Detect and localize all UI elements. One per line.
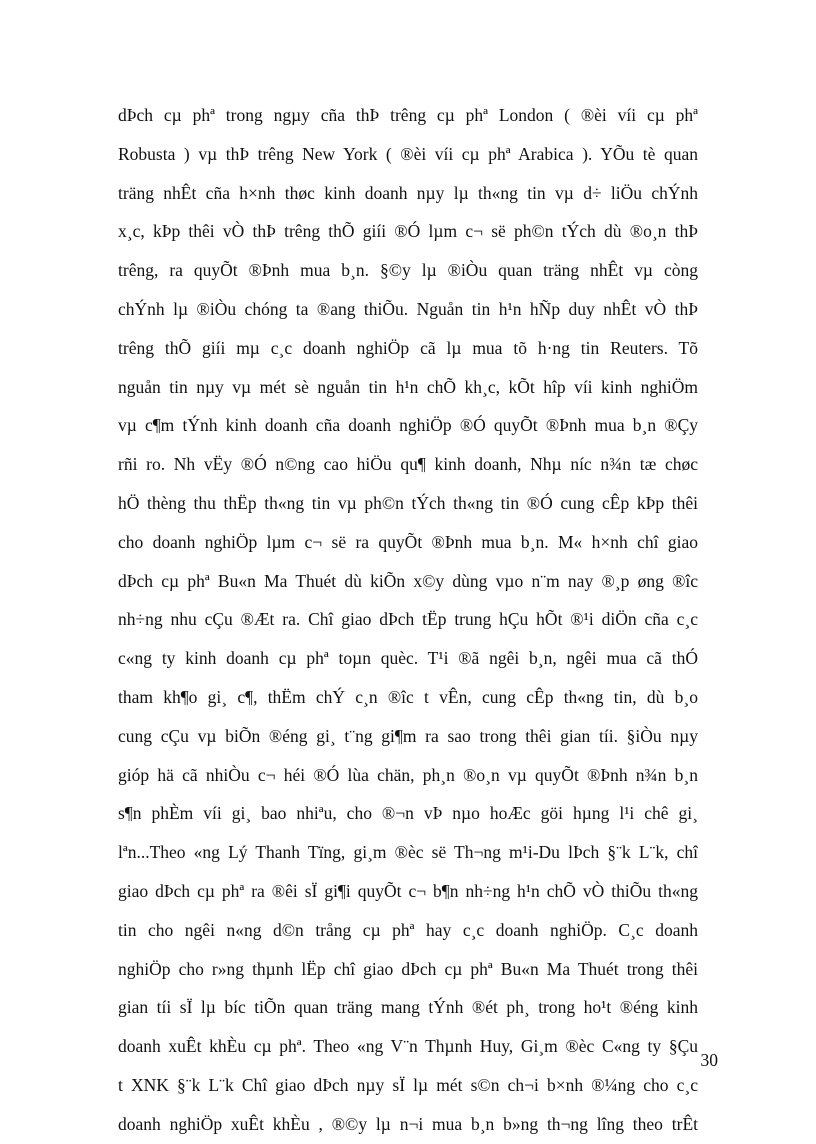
page-number: 30 (700, 1050, 718, 1070)
text-line: rñi ro. Nh vËy ®Ó n©ng cao hiÖu qu¶ kinh doanh, Nhµ níc n¾n tæ chøc (118, 454, 698, 475)
text-line: giao dÞch cµ phª ra ®êi sÏ gi¶i quyÕt c¬ b¶n nh÷ng h¹n chÕ vÒ thiÕu th«ng (118, 880, 698, 901)
text-line: nguån tin nµy vµ mét sè nguån tin h¹n chÕ kh¸c, kÕt hîp víi kinh nghiÖm (118, 376, 698, 397)
text-line: s¶n phÈm víi gi¸ bao nhiªu, cho ®¬n vÞ nµo hoÆc göi hµng l¹i chê gi¸ (118, 803, 698, 824)
text-line: träng nhÊt cña h×nh thøc kinh doanh nµy lµ th«ng tin vµ d÷ liÖu chÝnh (118, 182, 698, 203)
text-line: tin cho ngêi n«ng d©n trång cµ phª hay c¸c doanh nghiÖp. C¸c doanh (118, 919, 698, 940)
text-line: dÞch cµ phª Bu«n Ma Thuét dù kiÕn x©y dùng vµo n¨m nay ®¸p øng ®îc (118, 570, 698, 591)
text-line: doanh xuÊt khÈu cµ phª. Theo «ng V¨n Thµnh Huy, Gi¸m ®èc C«ng ty §Çu (118, 1036, 698, 1057)
text-line: t XNK §¨k L¨k Chî giao dÞch nµy sÏ lµ mét s©n ch¬i b×nh ®¼ng cho c¸c (118, 1074, 698, 1095)
text-line: doanh nghiÖp xuÊt khÈu , ®©y lµ n¬i mua b¸n b»ng th¬ng lîng theo trÊt (118, 1113, 698, 1134)
text-line: hÖ thèng thu thËp th«ng tin vµ ph©n tÝch th«ng tin ®Ó cung cÊp kÞp thêi (118, 492, 698, 513)
text-line: Robusta ) vµ thÞ trêng New York ( ®èi víi cµ phª Arabica ). YÕu tè quan (118, 143, 698, 164)
text-line: dÞch cµ phª trong ngµy cña thÞ trêng cµ phª London ( ®èi víi cµ phª (118, 105, 698, 125)
text-line: gióp hä cã nhiÒu c¬ héi ®Ó lùa chän, ph¸n ®o¸n vµ quyÕt ®Þnh n¾n b¸n (118, 764, 698, 785)
text-line: nghiÖp cho r»ng thµnh lËp chî giao dÞch cµ phª Bu«n Ma Thuét trong thêi (118, 958, 698, 979)
text-line: chÝnh lµ ®iÒu chóng ta ®ang thiÕu. Nguån tin h¹n hÑp duy nhÊt vÒ thÞ (118, 298, 698, 319)
text-line: tham kh¶o gi¸ c¶, thËm chÝ c¸n ®îc t vÊn, cung cÊp th«ng tin, dù b¸o (118, 686, 698, 707)
body-paragraph (118, 96, 698, 1144)
text-line: nh÷ng nhu cÇu ®Æt ra. Chî giao dÞch tËp trung hÇu hÕt ®¹i diÖn cña c¸c (118, 609, 698, 630)
text-line: c«ng ty kinh doanh cµ phª toµn quèc. T¹i ®ã ngêi b¸n, ngêi mua cã thÓ (118, 648, 698, 669)
text-line: cho doanh nghiÖp lµm c¬ së ra quyÕt ®Þnh mua b¸n. M« h×nh chî giao (118, 531, 698, 552)
text-line: trêng, ra quyÕt ®Þnh mua b¸n. §©y lµ ®iÒu quan träng nhÊt vµ còng (118, 260, 698, 281)
text-line: trêng thÕ giíi mµ c¸c doanh nghiÖp cã lµ mua tõ h·ng tin Reuters. Tõ (118, 337, 698, 358)
text-line: lªn...Theo «ng Lý Thanh Tïng, gi¸m ®èc së Th¬ng m¹i-Du lÞch §¨k L¨k, chî (118, 842, 698, 863)
text-line: gian tíi sÏ lµ bíc tiÕn quan träng mang tÝnh ®ét ph¸ trong ho¹t ®éng kinh (118, 997, 698, 1018)
text-line: vµ c¶m tÝnh kinh doanh cña doanh nghiÖp ®Ó quyÕt ®Þnh mua b¸n ®Çy (118, 415, 698, 436)
text-line: cung cÇu vµ biÕn ®éng gi¸ t¨ng gi¶m ra sao trong thêi gian tíi. §iÒu nµy (118, 725, 698, 746)
text-line: x¸c, kÞp thêi vÒ thÞ trêng thÕ giíi ®Ó lµm c¬ së ph©n tÝch dù ®o¸n thÞ (118, 221, 698, 242)
